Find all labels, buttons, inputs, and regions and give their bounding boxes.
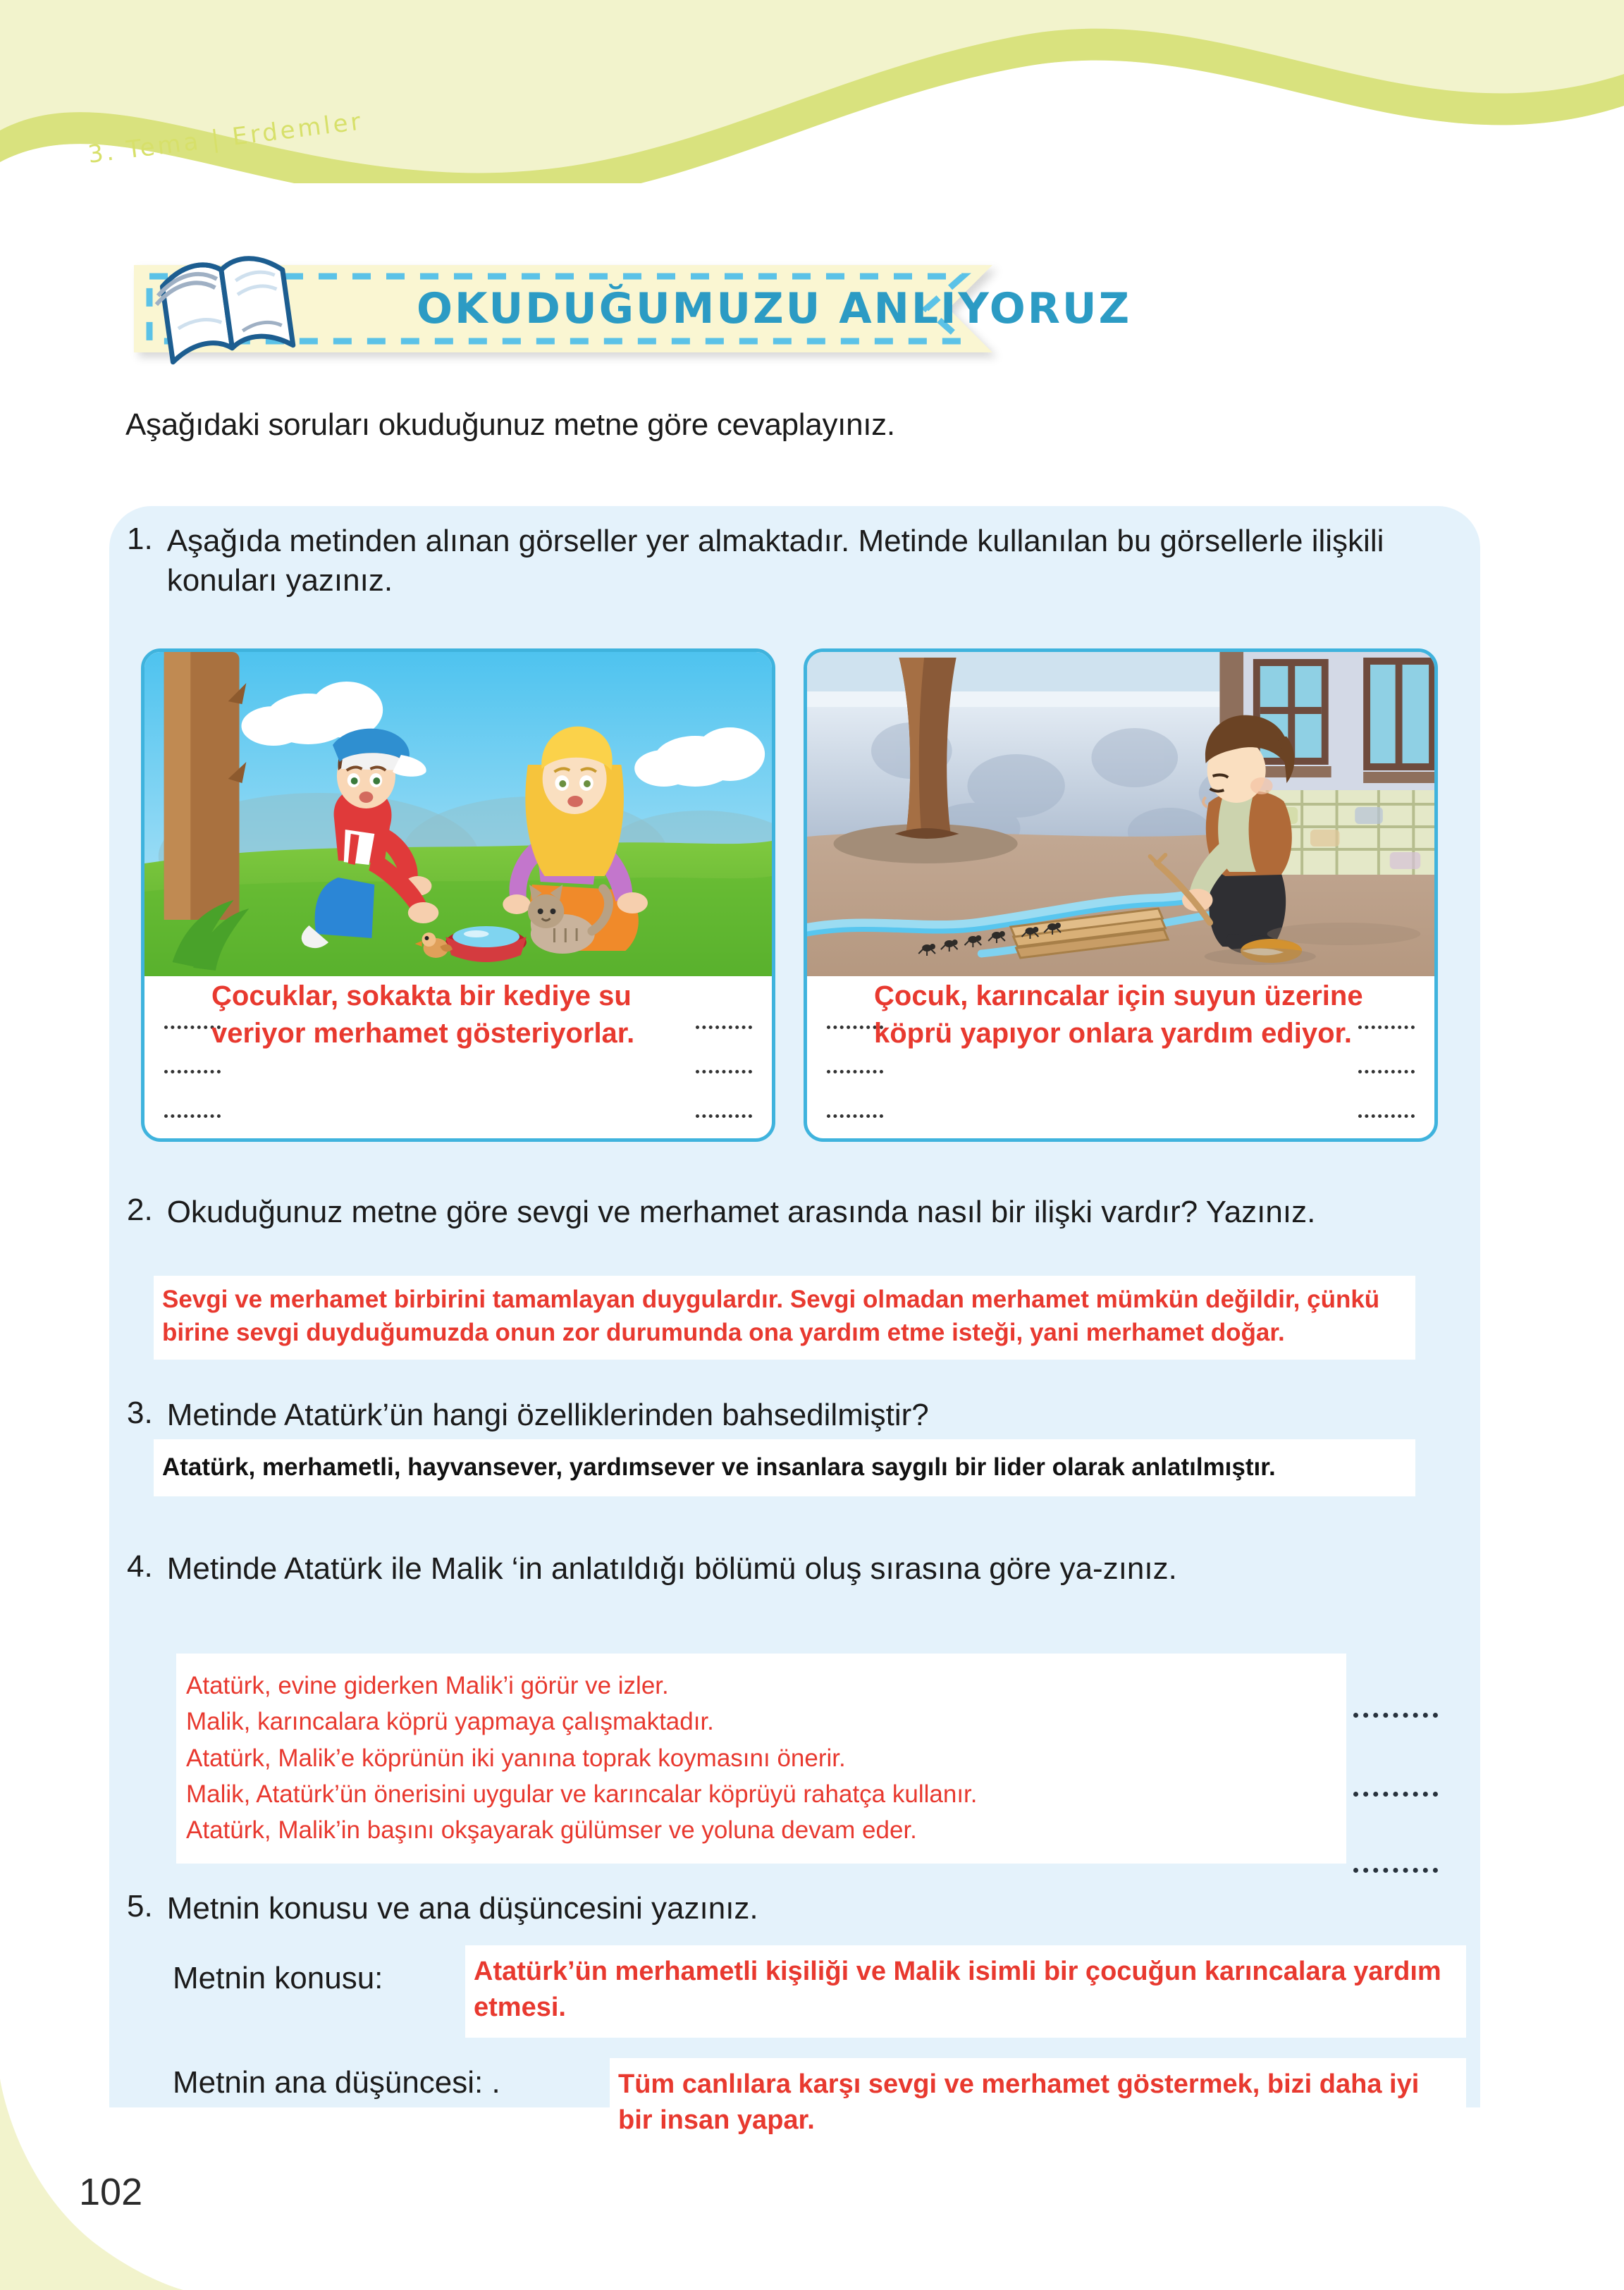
question-1-text: Aşağıda metinden alınan görseller yer almaktadır. Metinde kullanılan bu görsellerle ilişkili konuları yazınız. [166, 524, 1384, 598]
dotted-rule [1353, 1792, 1438, 1797]
image-card-1-answer: Çocuklar, sokakta bir kediye su veriyor merhamet gösteriyorlar. [211, 980, 635, 1049]
label-metnin-konusu: Metnin konusu: [173, 1961, 383, 1995]
question-2-text: Okuduğunuz metne göre sevgi ve merhamet arasında nasıl bir ilişki vardır? Yazınız. [166, 1195, 1316, 1229]
dotted-rule-left [164, 1114, 221, 1118]
question-2 [127, 1193, 1466, 1232]
banner-title: OKUDUĞUMUZU ANLIYORUZ [417, 284, 1132, 333]
dotted-rule [1353, 1868, 1438, 1873]
dotted-rule-left [827, 1070, 883, 1073]
question-4-text: Metinde Atatürk ile Malik ‘in anlatıldığı bölümü oluş sırasına göre ya-zınız. [166, 1551, 1177, 1586]
question-5-konusu-answer: Atatürk’ün merhametli kişiliği ve Malik isimli bir çocuğun karıncalara yardım etmesi. [465, 1945, 1466, 2038]
question-5 [127, 1889, 1466, 1928]
answer-line: Atatürk, evine giderken Malik’i görür ve izler. [186, 1672, 669, 1699]
dotted-rule-right [1358, 1114, 1415, 1118]
top-decorative-wave [0, 0, 1624, 183]
dotted-rule-right [1358, 1070, 1415, 1073]
image-card-2 [804, 648, 1438, 1142]
answer-line: Malik, Atatürk’ün önerisini uygular ve karıncalar köprüyü rahatça kullanır. [186, 1780, 978, 1808]
page-number: 102 [79, 2171, 143, 2213]
question-4-number: 4. [127, 1549, 153, 1584]
section-banner [131, 262, 1132, 355]
question-5-text: Metnin konusu ve ana düşüncesini yazınız. [166, 1891, 758, 1926]
question-1-number: 1. [127, 522, 153, 556]
question-5-ana-dusunce-answer: Tüm canlılara karşı sevgi ve merhamet göstermek, bizi daha iyi bir insan yapar. [610, 2058, 1466, 2150]
image-cards-row [141, 648, 1438, 1142]
answer-line: Malik, karıncalara köprü yapmaya çalışmaktadır. [186, 1708, 714, 1736]
question-1 [127, 522, 1466, 601]
question-3-number: 3. [127, 1396, 153, 1430]
boy-building-stick-bridge-for-ants-illustration [807, 652, 1434, 976]
theme-label: 3. Tema | Erdemler [86, 107, 365, 169]
image-card-1 [141, 648, 775, 1142]
dotted-rule-left [827, 1114, 883, 1118]
question-2-answer: Sevgi ve merhamet birbirini tamamlayan duygulardır. Sevgi olmadan merhamet mümkün değildir, çünkü birine sevgi duyduğumuzda onun zor durumunda ona yardım etme isteği, yani merhamet doğar. [154, 1276, 1415, 1360]
caption-rule-row [827, 1082, 1415, 1126]
image-card-2-caption [807, 978, 1434, 1142]
dotted-rule-right [696, 1070, 752, 1073]
question-3-answer: Atatürk, merhametli, hayvansever, yardımsever ve insanlara saygılı bir lider olarak anlatılmıştır. [154, 1439, 1415, 1496]
question-4 [127, 1549, 1466, 1589]
open-book-icon [152, 235, 304, 366]
question-5-number: 5. [127, 1889, 153, 1923]
dotted-rule-right [696, 1114, 752, 1118]
question-4-answer [176, 1654, 1346, 1864]
question-3-text: Metinde Atatürk’ün hangi özelliklerinden bahsedilmiştir? [166, 1398, 929, 1432]
dotted-rule-left [164, 1070, 221, 1073]
instruction-text: Aşağıdaki soruları okuduğunuz metne göre cevaplayınız. [125, 407, 895, 442]
image-card-1-caption [144, 978, 772, 1142]
answer-line: Atatürk, Malik’in başını okşayarak gülümser ve yoluna devam eder. [186, 1816, 917, 1844]
caption-rule-row [164, 1082, 752, 1126]
label-metnin-ana-dusuncesi: Metnin ana düşüncesi: . [173, 2065, 500, 2100]
question-2-number: 2. [127, 1193, 153, 1227]
children-giving-water-to-cat-illustration [144, 652, 772, 976]
image-card-2-answer: Çocuk, karıncalar için suyun üzerine köprü yapıyor onlara yardım ediyor. [874, 980, 1363, 1049]
dotted-rule [1353, 1713, 1438, 1718]
answer-line: Atatürk, Malik’e köprünün iki yanına toprak koymasını önerir. [186, 1744, 846, 1772]
question-3 [127, 1396, 1466, 1435]
